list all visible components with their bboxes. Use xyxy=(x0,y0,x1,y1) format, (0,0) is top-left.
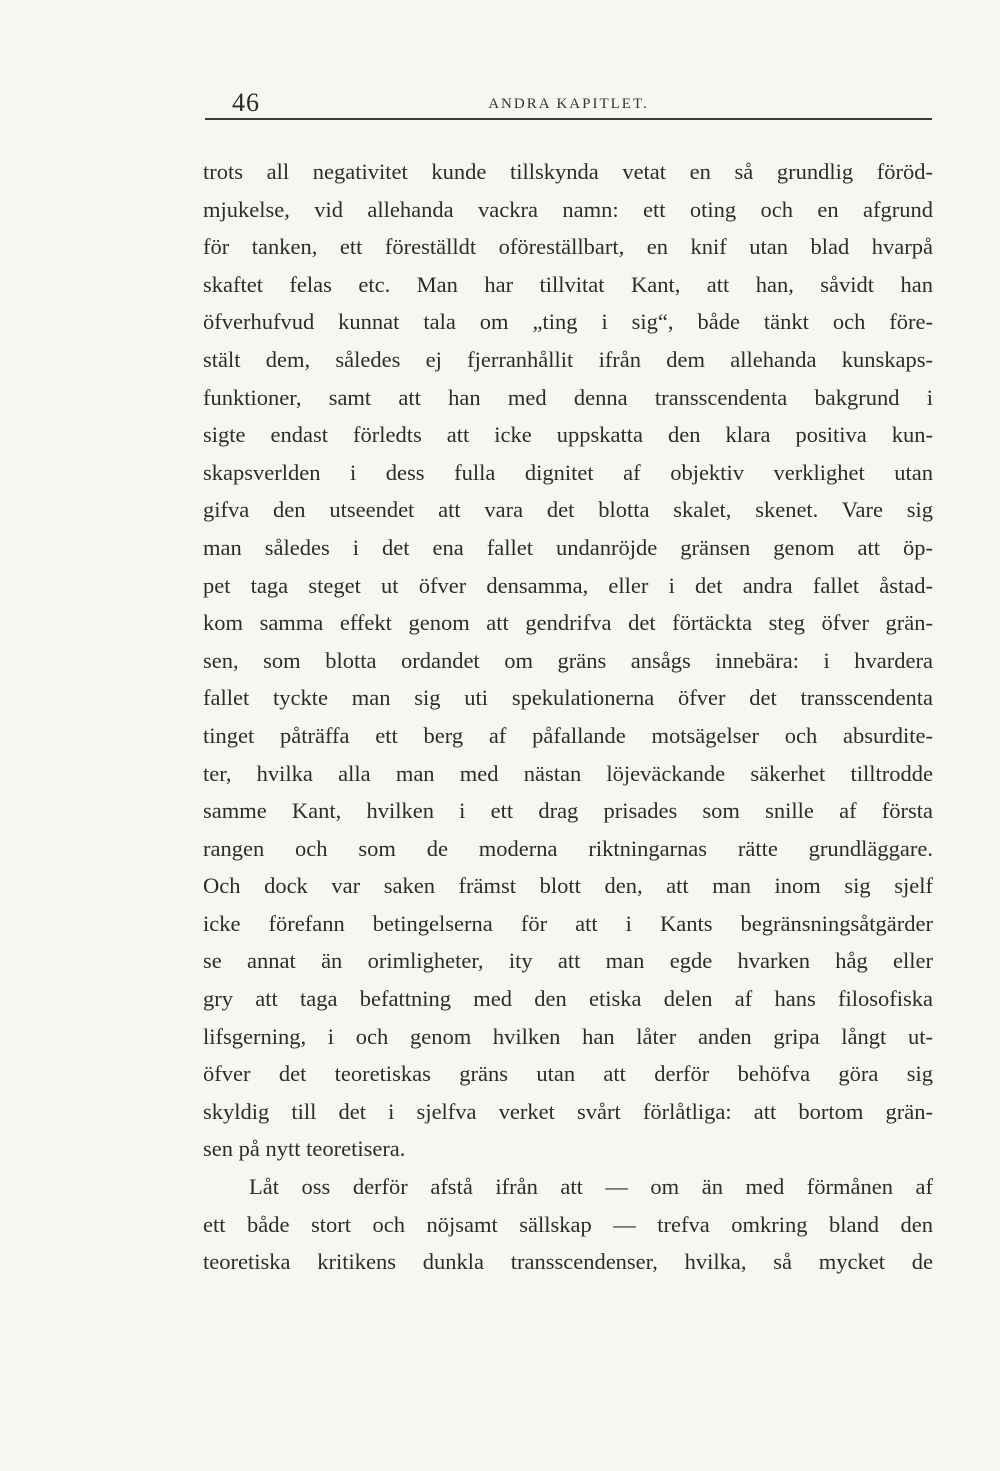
body-text xyxy=(203,153,933,1281)
text-line: gifva den utseendet att vara det blotta skalet, skenet. Vare sig xyxy=(203,497,933,523)
header-rule xyxy=(205,118,932,120)
text-line: samme Kant, hvilken i ett drag prisades som snille af första xyxy=(203,798,933,824)
chapter-title: ANDRA KAPITLET. xyxy=(488,96,649,112)
text-line: tinget påträffa ett berg af påfallande motsägelser och absurdite- xyxy=(203,722,933,748)
paragraph-start-line: Låt oss derför afstå ifrån att — om än med förmånen af xyxy=(249,1174,933,1200)
running-head xyxy=(205,88,932,122)
text-line: icke förefann betingelserna för att i Kants begränsningsåtgärder xyxy=(203,910,933,936)
text-line: skyldig till det i sjelfva verket svårt förlåtliga: att bortom grän- xyxy=(203,1098,933,1124)
paragraph-end-line: sen på nytt teoretisera. xyxy=(203,1136,406,1162)
text-line: fallet tyckte man sig uti spekulationerna öfver det transscendenta xyxy=(203,685,933,711)
text-line: teoretiska kritikens dunkla transscendenser, hvilka, så mycket de xyxy=(203,1249,933,1275)
text-line: lifsgerning, i och genom hvilken han låter anden gripa långt ut- xyxy=(203,1023,933,1049)
text-line: för tanken, ett föreställdt oföreställbart, en knif utan blad hvarpå xyxy=(203,234,933,260)
text-line: kom samma effekt genom att gendrifva det förtäckta steg öfver grän- xyxy=(203,610,933,636)
text-line: man således i det ena fallet undanröjde gränsen genom att öp- xyxy=(203,534,933,560)
text-line: ett både stort och nöjsamt sällskap — trefva omkring bland den xyxy=(203,1211,933,1237)
text-line: se annat än orimligheter, ity att man egde hvarken håg eller xyxy=(203,948,933,974)
text-line: öfverhufvud kunnat tala om „ting i sig“, både tänkt och före- xyxy=(203,309,933,335)
text-line: stält dem, således ej fjerranhållit ifrån dem allehanda kunskaps- xyxy=(203,346,933,372)
text-line: gry att taga befattning med den etiska delen af hans filosofiska xyxy=(203,986,933,1012)
text-line: sen, som blotta ordandet om gräns ansågs innebära: i hvardera xyxy=(203,647,933,673)
text-line: trots all negativitet kunde tillskynda vetat en så grundlig föröd- xyxy=(203,159,933,184)
text-line: funktioner, samt att han med denna transscendenta bakgrund i xyxy=(203,384,933,410)
text-line: pet taga steget ut öfver densamma, eller i det andra fallet åstad- xyxy=(203,572,933,598)
text-line: ter, hvilka alla man med nästan löjeväckande säkerhet tilltrodde xyxy=(203,760,933,786)
text-line: skaftet felas etc. Man har tillvitat Kant, att han, såvidt han xyxy=(203,271,933,297)
text-line: öfver det teoretiskas gräns utan att derför behöfva göra sig xyxy=(203,1061,933,1087)
text-line: sigte endast förledts att icke uppskatta den klara positiva kun- xyxy=(203,422,933,448)
text-line: skapsverlden i dess fulla dignitet af objektiv verklighet utan xyxy=(203,459,933,485)
text-line: mjukelse, vid allehanda vackra namn: ett oting och en afgrund xyxy=(203,196,933,222)
text-line: rangen och som de moderna riktningarnas rätte grundläggare. xyxy=(203,835,933,861)
page-number: 46 xyxy=(232,88,260,117)
text-line: Och dock var saken främst blott den, att man inom sig sjelf xyxy=(203,873,933,899)
